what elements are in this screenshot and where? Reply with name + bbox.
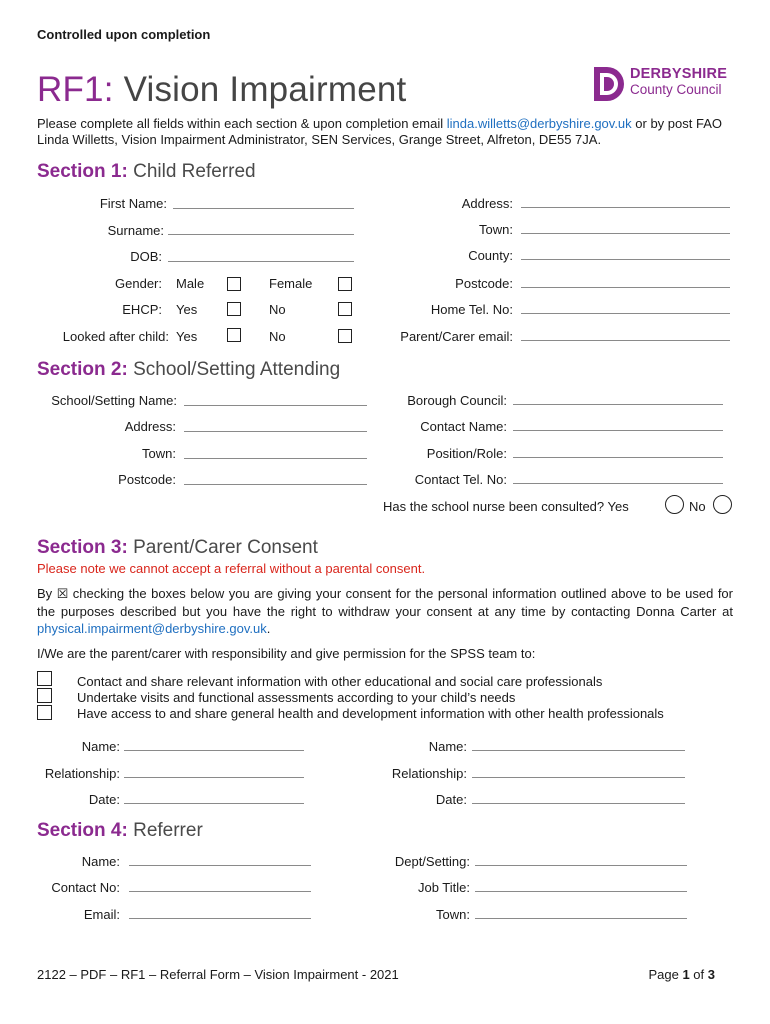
intro-after: or by post FAO Linda Willetts, Vision Impairment Administrator, SEN Services, Grange Street, Alfreton, DE55 7JA. [37, 116, 722, 147]
consent-paragraph [37, 585, 733, 638]
section-2-number: Section 2: [37, 359, 128, 380]
logo-line-1: DERBYSHIRE [630, 66, 728, 82]
intro-email-link[interactable]: linda.willetts@derbyshire.gov.uk [446, 116, 632, 131]
school-postcode-field[interactable] [184, 484, 367, 485]
page-total: 3 [707, 967, 715, 982]
contact-name-label: Contact Name: [420, 419, 507, 434]
surname-label: Surname: [107, 223, 164, 238]
school-name-field[interactable] [184, 405, 367, 406]
gender-female-label: Female [269, 276, 313, 291]
looked-after-label: Looked after child: [62, 329, 169, 344]
section-2-heading [37, 359, 340, 381]
permission-text: I/We are the parent/carer with responsibility and give permission for the SPSS team to: [37, 646, 536, 661]
section-4-title: Referrer [127, 820, 203, 841]
dob-label: DOB: [130, 249, 162, 264]
nurse-no-radio[interactable] [713, 495, 732, 514]
consent-date-2-field[interactable] [472, 803, 685, 804]
school-postcode-label: Postcode: [118, 472, 176, 487]
gender-male-checkbox[interactable] [227, 277, 241, 291]
intro-text [37, 116, 737, 148]
county-label: County: [468, 248, 513, 263]
referrer-job-label: Job Title: [417, 880, 470, 895]
consent-text: By ☒ checking the boxes below you are giving your consent for the personal information outlined above to be used for the purposes described but you have the right to withdraw your consent at any time by contacting Donna Carter at [37, 586, 733, 619]
dob-field[interactable] [168, 261, 354, 262]
address-field[interactable] [521, 207, 730, 208]
section-1-heading [37, 161, 256, 183]
page-number [648, 967, 715, 982]
section-3-number: Section 3: [37, 537, 128, 558]
consent-checkbox-2[interactable] [37, 688, 52, 703]
consent-item-1: Contact and share relevant information with other educational and social care professionals [77, 674, 603, 689]
page-of: of [689, 967, 708, 982]
position-field[interactable] [513, 457, 723, 458]
referrer-dept-field[interactable] [475, 865, 687, 866]
postcode-field[interactable] [521, 287, 730, 288]
looked-after-no-label: No [269, 329, 286, 344]
derbyshire-logo [592, 65, 732, 105]
borough-label: Borough Council: [407, 393, 507, 408]
ehcp-no-checkbox[interactable] [338, 302, 352, 316]
section-3-heading [37, 537, 318, 559]
consent-date-1-label: Date: [88, 792, 120, 807]
town-field[interactable] [521, 233, 730, 234]
first-name-field[interactable] [173, 208, 354, 209]
document-title [37, 70, 406, 110]
looked-after-no-checkbox[interactable] [338, 329, 352, 343]
parent-email-label: Parent/Carer email: [400, 329, 513, 344]
consent-relationship-2-label: Relationship: [391, 766, 467, 781]
referrer-email-label: Email: [83, 907, 120, 922]
school-town-field[interactable] [184, 458, 367, 459]
ehcp-yes-label: Yes [176, 302, 198, 317]
first-name-label: First Name: [99, 196, 167, 211]
referrer-town-label: Town: [436, 907, 470, 922]
logo-line-2: County Council [630, 82, 722, 97]
parent-email-field[interactable] [521, 340, 730, 341]
referrer-email-field[interactable] [129, 918, 311, 919]
referrer-name-field[interactable] [129, 865, 311, 866]
consent-item-3: Have access to and share general health and development information with other health professionals [77, 706, 664, 721]
borough-field[interactable] [513, 404, 723, 405]
referrer-contact-field[interactable] [129, 891, 311, 892]
ehcp-no-label: No [269, 302, 286, 317]
school-address-field[interactable] [184, 431, 367, 432]
position-label: Position/Role: [426, 446, 507, 461]
consent-text-end: . [266, 621, 271, 636]
derbyshire-d-icon [592, 65, 628, 103]
title-text: Vision Impairment [113, 70, 407, 109]
ehcp-yes-checkbox[interactable] [227, 302, 241, 316]
address-label: Address: [461, 196, 513, 211]
home-tel-field[interactable] [521, 313, 730, 314]
ehcp-label: EHCP: [122, 302, 162, 317]
title-prefix: RF1: [37, 70, 114, 109]
nurse-yes-radio[interactable] [665, 495, 684, 514]
page-prefix: Page [648, 967, 683, 982]
postcode-label: Postcode: [455, 276, 513, 291]
contact-tel-field[interactable] [513, 483, 723, 484]
consent-warning: Please note we cannot accept a referral without a parental consent. [37, 561, 426, 576]
consent-relationship-2-field[interactable] [472, 777, 685, 778]
town-label: Town: [479, 222, 513, 237]
controlled-label: Controlled upon completion [37, 27, 211, 42]
intro-before: Please complete all fields within each section & upon completion email [37, 116, 447, 131]
consent-relationship-1-field[interactable] [124, 777, 304, 778]
referrer-dept-label: Dept/Setting: [394, 854, 470, 869]
contact-name-field[interactable] [513, 430, 723, 431]
consent-date-2-label: Date: [435, 792, 467, 807]
section-2-title: School/Setting Attending [127, 359, 341, 380]
section-3-title: Parent/Carer Consent [127, 537, 318, 558]
nurse-question: Has the school nurse been consulted? Yes [383, 499, 629, 514]
section-1-title: Child Referred [127, 161, 256, 182]
gender-label: Gender: [115, 276, 162, 291]
page-current: 1 [682, 967, 690, 982]
school-name-label: School/Setting Name: [51, 393, 177, 408]
surname-field[interactable] [168, 234, 354, 235]
consent-name-2-label: Name: [428, 739, 467, 754]
consent-date-1-field[interactable] [124, 803, 304, 804]
looked-after-yes-checkbox[interactable] [227, 328, 241, 342]
referrer-town-field[interactable] [475, 918, 687, 919]
consent-email-link[interactable]: physical.impairment@derbyshire.gov.uk [37, 621, 267, 636]
consent-checkbox-1[interactable] [37, 671, 52, 686]
contact-tel-label: Contact Tel. No: [414, 472, 507, 487]
referrer-name-label: Name: [81, 854, 120, 869]
section-4-number: Section 4: [37, 820, 128, 841]
footer-reference: 2122 – PDF – RF1 – Referral Form – Vision Impairment - 2021 [37, 967, 399, 982]
gender-male-label: Male [176, 276, 205, 291]
school-address-label: Address: [124, 419, 176, 434]
consent-item-2: Undertake visits and functional assessments according to your child’s needs [77, 690, 516, 705]
home-tel-label: Home Tel. No: [430, 302, 513, 317]
school-town-label: Town: [142, 446, 176, 461]
consent-name-1-label: Name: [81, 739, 120, 754]
consent-checkbox-3[interactable] [37, 705, 52, 720]
consent-name-1-field[interactable] [124, 750, 304, 751]
gender-female-checkbox[interactable] [338, 277, 352, 291]
consent-name-2-field[interactable] [472, 750, 685, 751]
section-1-number: Section 1: [37, 161, 128, 182]
referrer-contact-label: Contact No: [51, 880, 120, 895]
referrer-job-field[interactable] [475, 891, 687, 892]
looked-after-yes-label: Yes [176, 329, 198, 344]
nurse-no-label: No [689, 499, 706, 514]
county-field[interactable] [521, 259, 730, 260]
section-4-heading [37, 820, 203, 842]
consent-relationship-1-label: Relationship: [44, 766, 120, 781]
